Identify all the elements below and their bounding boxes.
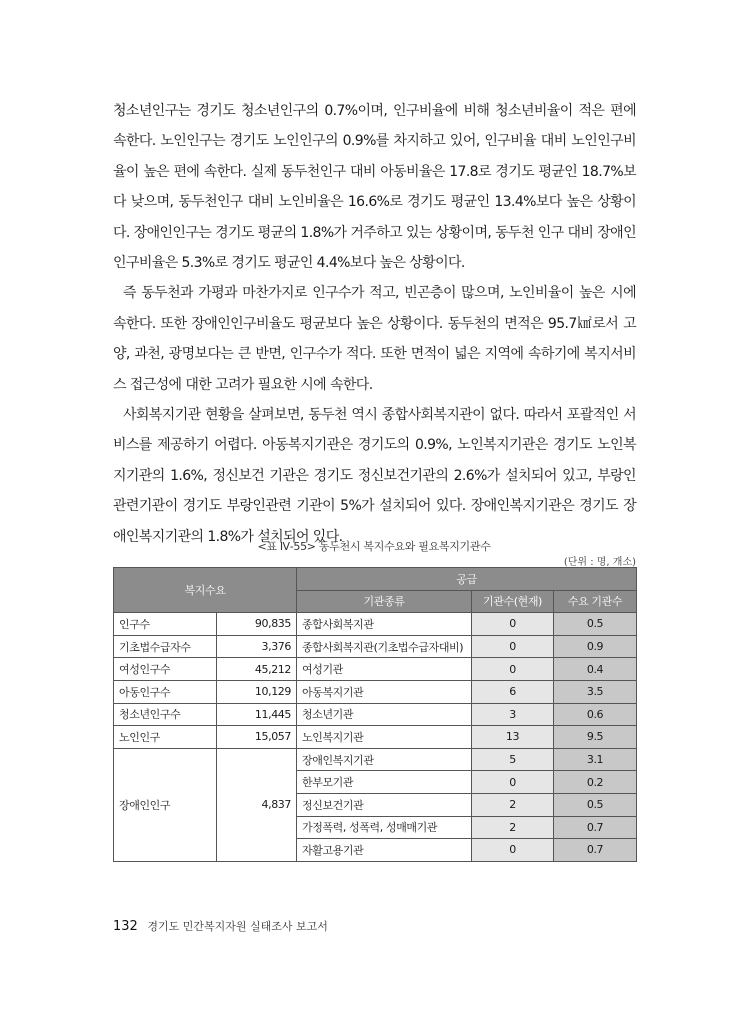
paragraph-institutions: 사회복지기관 현황을 살펴보면, 동두천 역시 종합사회복지관이 없다. 따라서 포괄적인 서비스를 제공하기 어렵다. 아동복지기관은 경기도의 0.9%, 노인복지기관은 경기도 노인복지기관의 1.6%, 정신보건 기관은 경기도 정신보건기관의 2.6%가 설치되어 있고, 부랑인 관련기관이 경기도 부랑인관련 기관이 5%가 설치되어 있다. 장애인복지기관은 경기도 장애인복지기관의 1.8%가 설치되어 있다. <box>113 407 636 545</box>
demand-label-disabled: 장애인인구 <box>114 748 217 861</box>
current-count: 3 <box>472 703 554 726</box>
table-row <box>114 748 637 771</box>
institution-type: 정신보건기관 <box>297 793 472 816</box>
needed-count: 3.5 <box>554 680 637 703</box>
demand-value: 3,376 <box>217 635 297 658</box>
institution-type: 장애인복지기관 <box>297 748 472 771</box>
institution-type: 청소년기관 <box>297 703 472 726</box>
demand-value: 10,129 <box>217 680 297 703</box>
institution-type: 아동복지기관 <box>297 680 472 703</box>
current-count: 0 <box>472 635 554 658</box>
current-count: 0 <box>472 658 554 681</box>
header-demand: 복지수요 <box>114 568 297 613</box>
current-count: 5 <box>472 748 554 771</box>
needed-count: 0.6 <box>554 703 637 726</box>
demand-label: 아동인구수 <box>114 680 217 703</box>
needed-count: 0.7 <box>554 839 637 862</box>
needed-count: 0.5 <box>554 613 637 636</box>
page-footer <box>113 918 328 934</box>
current-count: 0 <box>472 839 554 862</box>
header-institution-type: 기관종류 <box>297 590 472 613</box>
needed-count: 9.5 <box>554 726 637 749</box>
page-number: 132 <box>113 919 138 934</box>
needed-count: 0.9 <box>554 635 637 658</box>
header-needed-count: 수요 기관수 <box>554 590 637 613</box>
table-caption: <표 Ⅳ-55> 동두천시 복지수요와 필요복지기관수 <box>257 540 491 553</box>
needed-count: 3.1 <box>554 748 637 771</box>
demand-label: 기초법수급자수 <box>114 635 217 658</box>
current-count: 0 <box>472 771 554 794</box>
table-row <box>114 680 637 703</box>
demand-value: 11,445 <box>217 703 297 726</box>
institution-type: 자활고용기관 <box>297 839 472 862</box>
report-title: 경기도 민간복지자원 실태조사 보고서 <box>147 920 328 933</box>
header-supply: 공급 <box>297 568 637 591</box>
welfare-table <box>113 567 637 862</box>
institution-type: 여성기관 <box>297 658 472 681</box>
institution-type: 노인복지기관 <box>297 726 472 749</box>
demand-value: 45,212 <box>217 658 297 681</box>
demand-label: 노인인구 <box>114 726 217 749</box>
institution-type: 종합사회복지관 <box>297 613 472 636</box>
needed-count: 0.7 <box>554 816 637 839</box>
needed-count: 0.5 <box>554 793 637 816</box>
current-count: 0 <box>472 613 554 636</box>
paragraph-area: 즉 동두천과 가평과 마찬가지로 인구수가 적고, 빈곤층이 많으며, 노인비율이 높은 시에 속한다. 또한 장애인인구비율도 평균보다 높은 상황이다. 동두천의 면적은 95.7㎢로서 고양, 과천, 광명보다는 큰 반면, 인구수가 적다. 또한 면적이 넓은 지역에 속하기에 복지서비스 접근성에 대한 고려가 필요한 시에 속한다. <box>113 285 636 393</box>
header-current-count: 기관수(현재) <box>472 590 554 613</box>
table-unit: (단위 : 명, 개소) <box>563 557 636 568</box>
needed-count: 0.2 <box>554 771 637 794</box>
needed-count: 0.4 <box>554 658 637 681</box>
demand-value: 15,057 <box>217 726 297 749</box>
table-row <box>114 635 637 658</box>
table-row <box>114 613 637 636</box>
table-row <box>114 726 637 749</box>
institution-type: 가정폭력, 성폭력, 성매매기관 <box>297 816 472 839</box>
demand-label: 인구수 <box>114 613 217 636</box>
table-row <box>114 658 637 681</box>
demand-value-disabled: 4,837 <box>217 748 297 861</box>
current-count: 13 <box>472 726 554 749</box>
table-row <box>114 703 637 726</box>
current-count: 2 <box>472 793 554 816</box>
current-count: 2 <box>472 816 554 839</box>
demand-label: 여성인구수 <box>114 658 217 681</box>
body-text <box>113 96 636 552</box>
institution-type: 종합사회복지관(기초법수급자대비) <box>297 635 472 658</box>
current-count: 6 <box>472 680 554 703</box>
demand-value: 90,835 <box>217 613 297 636</box>
institution-type: 한부모기관 <box>297 771 472 794</box>
demand-label: 청소년인구수 <box>114 703 217 726</box>
paragraph-youth-elderly: 청소년인구는 경기도 청소년인구의 0.7%이며, 인구비율에 비해 청소년비율이 적은 편에 속한다. 노인인구는 경기도 노인인구의 0.9%를 차지하고 있어, 인구비율 대비 노인인구비율이 높은 편에 속한다. 실제 동두천인구 대비 아동비율은 17.8로 경기도 평균인 18.7%보다 낮으며, 동두천인구 대비 노인비율은 16.6%로 경기도 평균인 13.4%보다 높은 상황이다. 장애인인구는 경기도 평균의 1.8%가 거주하고 있는 상황이며, 동두천 인구 대비 장애인인구비율은 5.3%로 경기도 평균인 4.4%보다 높은 상황이다. <box>113 103 636 272</box>
